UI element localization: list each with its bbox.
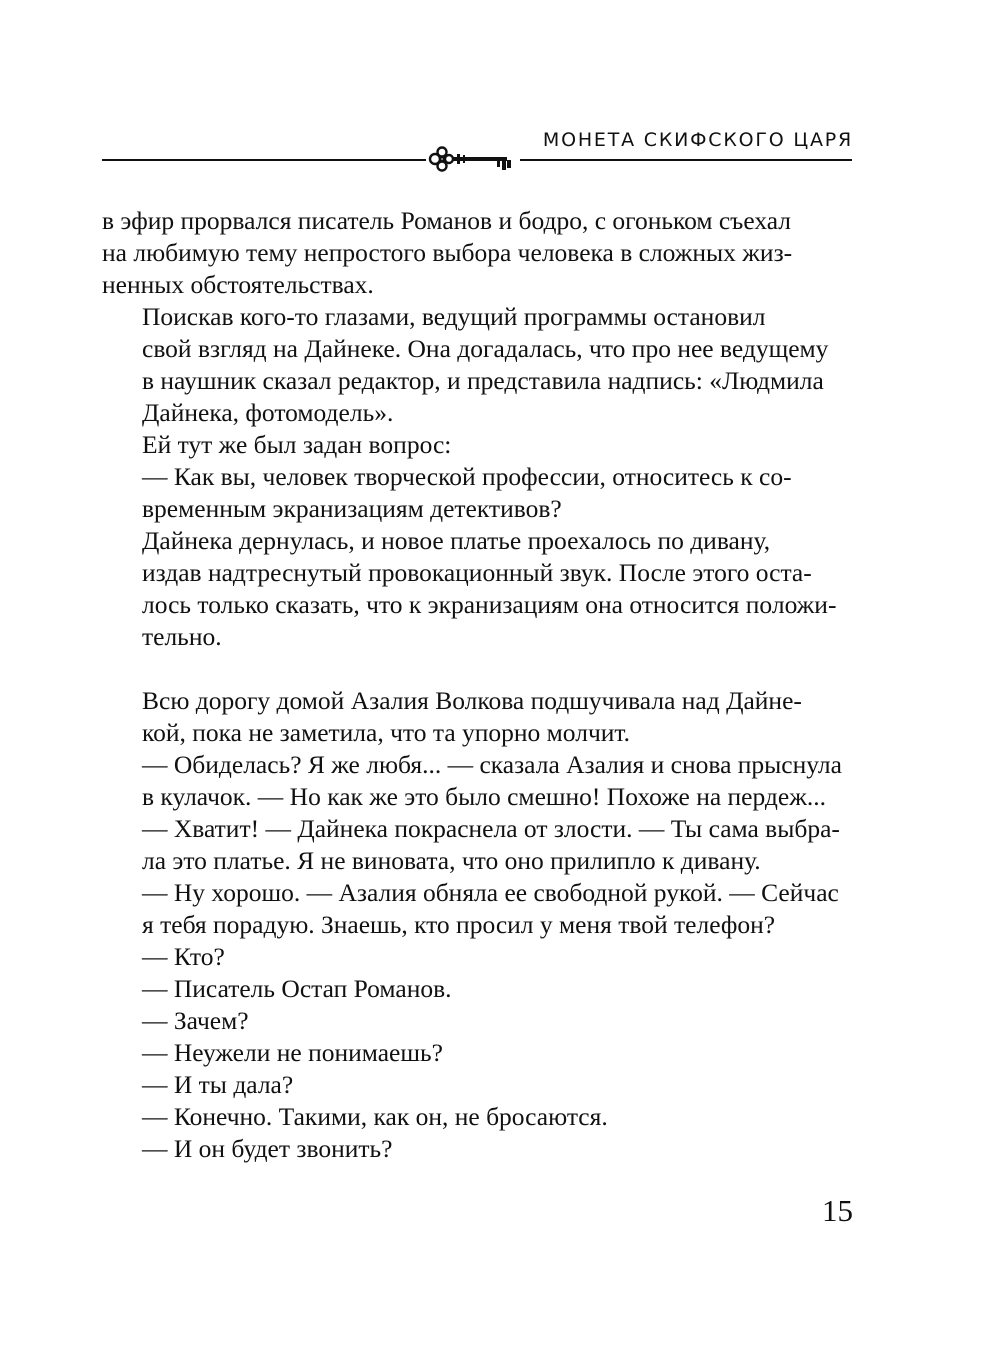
text-line: — Писатель Остап Романов. <box>142 974 452 1003</box>
key-icon <box>426 144 520 176</box>
dialogue-line <box>102 941 854 973</box>
body-text <box>102 205 854 1165</box>
dialogue-line <box>102 749 854 813</box>
text-line: в наушник сказал редактор, и представила надпись: «Людмила <box>142 366 824 395</box>
text-line: Дайнека, фотомодель». <box>142 398 394 427</box>
dialogue-line <box>102 461 854 525</box>
text-line: — Зачем? <box>142 1006 249 1035</box>
text-line: — Конечно. Такими, как он, не бросаются. <box>142 1102 608 1131</box>
text-line: тельно. <box>142 622 222 651</box>
text-line: — Ну хорошо. — Азалия обняла ее свободной рукой. — Сейчас <box>142 878 839 907</box>
dialogue-line <box>102 1101 854 1133</box>
dialogue-line <box>102 973 854 1005</box>
text-line: — Кто? <box>142 942 225 971</box>
dialogue-line <box>102 877 854 941</box>
text-line: — Как вы, человек творческой профессии, относитесь к со- <box>142 462 792 491</box>
text-line: Всю дорогу домой Азалия Волкова подшучивала над Дайне- <box>142 686 802 715</box>
text-line: Дайнека дернулась, и новое платье проехалось по дивану, <box>142 526 771 555</box>
text-line: на любимую тему непростого выбора человека в сложных жиз- <box>102 238 793 267</box>
text-line: — И ты дала? <box>142 1070 294 1099</box>
text-line: лось только сказать, что к экранизациям она относится положи- <box>142 590 837 619</box>
text-line: Ей тут же был задан вопрос: <box>142 430 452 459</box>
text-line: — Обиделась? Я же любя... — сказала Азалия и снова прыснула <box>142 750 842 779</box>
text-line: Поискав кого-то глазами, ведущий программы остановил <box>142 302 766 331</box>
text-line: — И он будет звонить? <box>142 1134 393 1163</box>
text-line: — Хватит! — Дайнека покраснела от злости. — Ты сама выбра- <box>142 814 840 843</box>
paragraph <box>102 525 854 653</box>
text-line: свой взгляд на Дайнеке. Она догадалась, что про нее ведущему <box>142 334 829 363</box>
dialogue-line <box>102 1005 854 1037</box>
dialogue-line <box>102 1069 854 1101</box>
section-break <box>102 653 854 685</box>
text-line: в эфир прорвался писатель Романов и бодро, с огоньком съехал <box>102 206 792 235</box>
text-line: я тебя порадую. Знаешь, кто просил у меня твой телефон? <box>142 910 776 939</box>
text-line: — Неужели не понимаешь? <box>142 1038 443 1067</box>
dialogue-line <box>102 813 854 877</box>
text-line: ла это платье. Я не виновата, что оно прилипло к дивану. <box>142 846 761 875</box>
dialogue-line <box>102 1037 854 1069</box>
paragraph <box>102 301 854 429</box>
page-number: 15 <box>822 1193 853 1228</box>
text-line: ненных обстоятельствах. <box>102 270 374 299</box>
paragraph <box>102 205 854 301</box>
paragraph <box>102 685 854 749</box>
text-line: издав надтреснутый провокационный звук. После этого оста- <box>142 558 812 587</box>
text-line: в кулачок. — Но как же это было смешно! Похоже на пердеж... <box>142 782 826 811</box>
paragraph <box>102 429 854 461</box>
text-line: кой, пока не заметила, что та упорно молчит. <box>142 718 631 747</box>
text-line: временным экранизациям детективов? <box>142 494 562 523</box>
dialogue-line <box>102 1133 854 1165</box>
running-title: МОНЕТА СКИФСКОГО ЦАРЯ <box>542 129 853 151</box>
